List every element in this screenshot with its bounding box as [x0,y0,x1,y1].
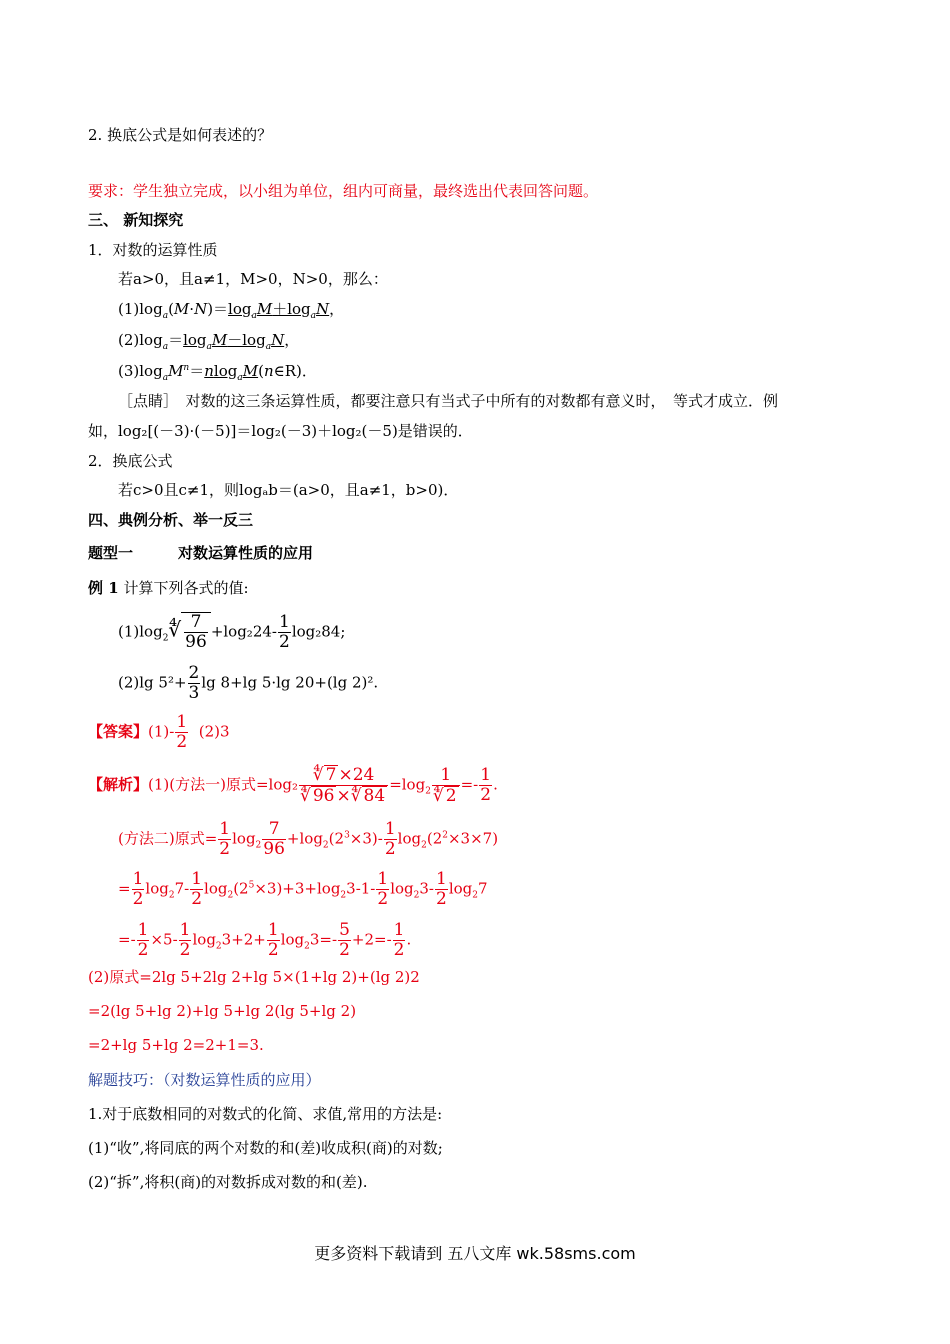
analysis-part-2-line-3: =2+lg 5+lg 2=2+1=3. [88,1036,264,1054]
type-1-label: 题型一 [88,544,134,562]
requirement-text: 要求：学生独立完成，以小组为单位，组内可商量，最终选出代表回答问题。 [88,182,599,200]
section-3-heading: 三、 新知探究 [88,211,184,229]
item-1-heading: 1．对数的运算性质 [88,241,218,259]
change-of-base-text: 若c>0且c≠1，则logₐb＝(a>0，且a≠1，b>0)． [118,481,459,499]
analysis-method-2-step: = $\frac{1}{2}$ $\log_27-$ $\frac{1}{2}$ $\log_2(2^5\times 3)+3+\log_23-1-$ $\frac{1}{2}$ $\log_23-$ $\frac{1}{2}$ $\log_27$ [118,869,488,909]
type-1-title: 对数运算性质的应用 [178,544,314,562]
tips-line-2: (1)“收”,将同底的两个对数的和(差)收成积(商)的对数; [88,1139,443,1157]
example-1-q1: $(1)\log_2∜$ $\frac{7}{96}$ +log₂24- $\frac{1}{2}$ log₂84; [118,612,346,652]
analysis-method-2: (方法二)原式= $\frac{1}{2}$ $\log_2$ $\frac{7}{96}$ $+\log_2(2^3\times 3)-$ $\frac{1}{2}$ $\log_2(2^2\times 3\times 7)$ [118,819,499,859]
dianjing-note: ［点睛］ 对数的这三条运算性质，都要注意只有当式子中所有的对数都有意义时， 等式才成立．例 [118,392,779,410]
question-2: 2. 换底公式是如何表述的？ [88,126,273,144]
analysis-part-2-line-2: =2(lg 5+lg 2)+lg 5+lg 2(lg 5+lg 2) [88,1002,357,1020]
footer-link[interactable]: 更多资料下载请到 五八文库 wk.58sms.com [314,1244,636,1263]
analysis-method-1: 【解析】(1)(方法一)原式=log₂ $\frac{∜ 7 \times 24}{∜ 96 \times∜ 84}$ $=\log_2$ $\frac{1}{∜ 2}$ =- $\frac{1}{2}$ . [88,764,498,806]
item-2-heading: 2．换底公式 [88,452,173,470]
tips-line-3: (2)“拆”,将积(商)的对数拆成对数的和(差). [88,1173,368,1191]
example-1-text: 计算下列各式的值: [123,579,249,597]
example-1 [88,581,249,596]
example-1-label: 例 1 [88,579,119,597]
property-2: $(2)\log_a=\log_aM-\log_aN$， [118,331,300,352]
property-1: $(1)\log_a(M\cdot N)=\log_aM+\log_aN$， [118,300,345,321]
dianjing-note-cont: 如，log₂[(－3)·(－5)]＝log₂(－3)＋log₂(－5)是错误的． [88,422,473,440]
section-4-heading: 四、典例分析、举一反三 [88,511,254,529]
example-1-q2: (2)lg 5²+ $\frac{2}{3}$ lg 8+lg 5·lg 20+(lg 2)². [118,663,379,703]
analysis-part-2-line-1: (2)原式=2lg 5+2lg 2+lg 5×(1+lg 2)+(lg 2)2 [88,968,420,986]
property-3: $(3)\log_aM^n=nlog_aM(n\in R)$． [118,362,317,383]
item-1-condition: 若a>0，且a≠1，M>0，N>0，那么： [118,270,388,288]
answer-line: 【答案】(1)- $\frac{1}{2}$ (2)3 [88,712,230,752]
analysis-method-2-result: =- $\frac{1}{2}$ ×5- $\frac{1}{2}$ $\log_23+2+$ $\frac{1}{2}$ $\log_23=-$ $\frac{5}{2}$ +2=- $\frac{1}{2}$ . [118,920,412,960]
tips-line-1: 1.对于底数相同的对数式的化简、求值,常用的方法是: [88,1105,443,1123]
tips-title: 解题技巧：（对数运算性质的应用） [88,1071,321,1089]
